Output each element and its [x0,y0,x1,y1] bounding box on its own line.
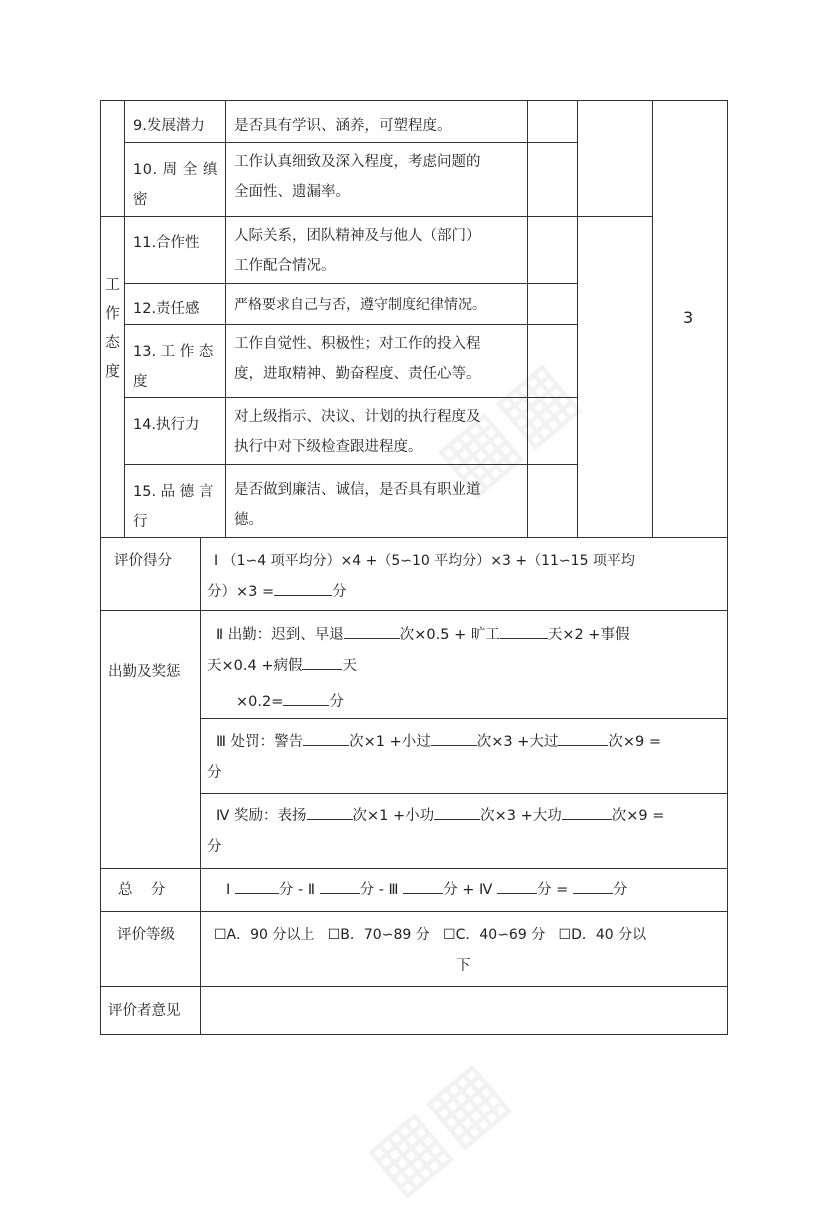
reward-line-2: 分 [207,839,222,855]
attendance-line-1 [216,620,629,650]
penalty-line-1 [216,727,661,757]
attendance-text: 天 [342,658,357,674]
item-11-name: 11.合作性 [133,235,200,251]
total-line [226,875,627,905]
total-text: Ⅰ [226,882,231,898]
sick-blank[interactable] [302,651,342,670]
row-line [200,793,728,794]
item-12-desc: 严格要求自己与否，遵守制度纪律情况。 [234,297,486,313]
reward-text: 次×3 +大功 [480,808,562,824]
item-15-desc-1: 是否做到廉洁、诚信，是否具有职业道 [234,482,481,498]
attendance-score-blank[interactable] [283,687,329,706]
item-13-desc-2: 度，进取精神、勤奋程度、责任心等。 [234,366,481,382]
table-border-top [100,100,728,101]
opinion-label: 评价者意见 [108,1003,181,1019]
major-merit-blank[interactable] [562,801,612,820]
score-line-1: Ⅰ （1∽4 项平均分）×4 +（5∽10 平均分）×3 +（11∽15 项平均 [214,553,635,569]
row-line [100,216,653,217]
total-blank[interactable] [403,875,443,894]
attendance-text: 天×2 +事假 [547,627,630,643]
attendance-text: Ⅱ 出勤：迟到、早退 [216,627,344,643]
score-line-2-b: 分 [332,584,347,600]
item-12-name: 12.责任感 [133,301,200,317]
total-text: 分 = [537,882,569,898]
total-text: 分 - Ⅲ [359,882,399,898]
item-14-desc-2: 执行中对下级检查跟进程度。 [234,439,423,455]
reward-text: 次×9 = [611,808,665,824]
attendance-text: 次×0.5 + 旷工 [399,627,500,643]
score-line-2-a: 分）×3 = [207,584,275,600]
absent-blank[interactable] [500,620,548,639]
section-label-char: 作 [104,304,120,322]
item-11-desc-2: 工作配合情况。 [234,258,336,274]
section-label-char: 态 [104,333,120,351]
item-10-name-2: 密 [133,192,148,208]
attendance-text: 分 [329,694,344,710]
warning-blank[interactable] [303,727,349,746]
item-15-desc-2: 德。 [234,512,263,528]
item-14-name: 14.执行力 [133,417,200,433]
total-blank[interactable] [235,875,279,894]
row-line [200,718,728,719]
row-line [124,464,578,465]
attendance-line-3 [236,687,344,717]
total-text: 分 - Ⅱ [278,882,315,898]
divider-v4 [577,100,578,537]
divider-v3 [527,100,528,537]
reward-line-1 [216,801,664,831]
total-blank[interactable] [320,875,360,894]
score-line-2 [207,577,347,607]
table-border-right [727,100,728,1035]
score-blank[interactable] [274,577,332,596]
divider-v5 [652,100,653,537]
table-border-left [100,100,101,1035]
total-text: 分 + Ⅳ [443,882,493,898]
row-line [100,868,728,869]
minor-merit-blank[interactable] [434,801,480,820]
penalty-text: 次×1 +小过 [349,734,431,750]
total-label: 总 分 [118,882,166,898]
divider-v1 [124,100,125,537]
grade-options[interactable]: ☐A．90 分以上 ☐B．70∽89 分 ☐C．40∽69 分 ☐D．40 分以 [214,927,647,943]
penalty-line-2: 分 [207,765,222,781]
total-blank[interactable] [573,875,613,894]
item-13-name-2: 度 [133,374,148,390]
section-label-char: 度 [104,362,120,380]
item-15-name-1: 15. 品 德 言 [133,484,214,500]
row-line [124,324,578,325]
penalty-text: 次×9 = [608,734,662,750]
attendance-text: 天×0.4 +病假 [207,658,303,674]
grade-label: 评价等级 [117,927,175,943]
row-line [100,911,728,912]
attendance-text: ×0.2= [236,694,284,710]
section-label [101,270,124,386]
penalty-text: Ⅲ 处罚：警告 [216,734,304,750]
reward-text: Ⅳ 奖励：表扬 [216,808,307,824]
reward-text: 次×1 +小功 [352,808,435,824]
item-10-name-1: 10. 周 全 缜 [133,162,218,178]
total-text: 分 [612,882,628,898]
total-blank[interactable] [497,875,537,894]
major-fault-blank[interactable] [558,727,608,746]
attendance-line-2 [207,651,357,681]
row-line [100,537,728,538]
item-13-name-1: 13. 工 作 态 [133,344,214,360]
row-line [100,1034,728,1035]
watermark: ▦▦ [417,342,594,511]
item-9-name: 9.发展潜力 [133,118,205,134]
late-blank[interactable] [344,620,400,639]
item-9-desc: 是否具有学识、涵养，可塑程度。 [234,118,452,134]
penalty-text: 次×3 +大过 [476,734,559,750]
minor-fault-blank[interactable] [431,727,477,746]
item-10-desc-1: 工作认真细致及深入程度，考虑问题的 [234,154,481,170]
watermark: ▦▦ [347,1042,524,1211]
score-label: 评价得分 [114,553,172,569]
item-14-desc-1: 对上级指示、决议、计划的执行程度及 [234,409,481,425]
row-line [124,397,578,398]
item-13-desc-1: 工作自觉性、积极性；对工作的投入程 [234,336,481,352]
row-line [100,610,728,611]
row-line [124,283,578,284]
item-15-name-2: 行 [133,514,148,530]
divider-v2 [225,100,226,537]
row-line [124,142,578,143]
praise-blank[interactable] [307,801,353,820]
weight-value: 3 [683,308,694,327]
opinion-field[interactable] [201,987,727,1034]
attendance-label: 出勤及奖惩 [108,664,181,680]
grade-options-2: 下 [456,958,471,974]
item-11-desc-1: 人际关系，团队精神及与他人（部门） [234,228,481,244]
section-label-char: 工 [104,275,120,293]
divider-lower [200,537,201,1035]
item-10-desc-2: 全面性、遗漏率。 [234,184,350,200]
